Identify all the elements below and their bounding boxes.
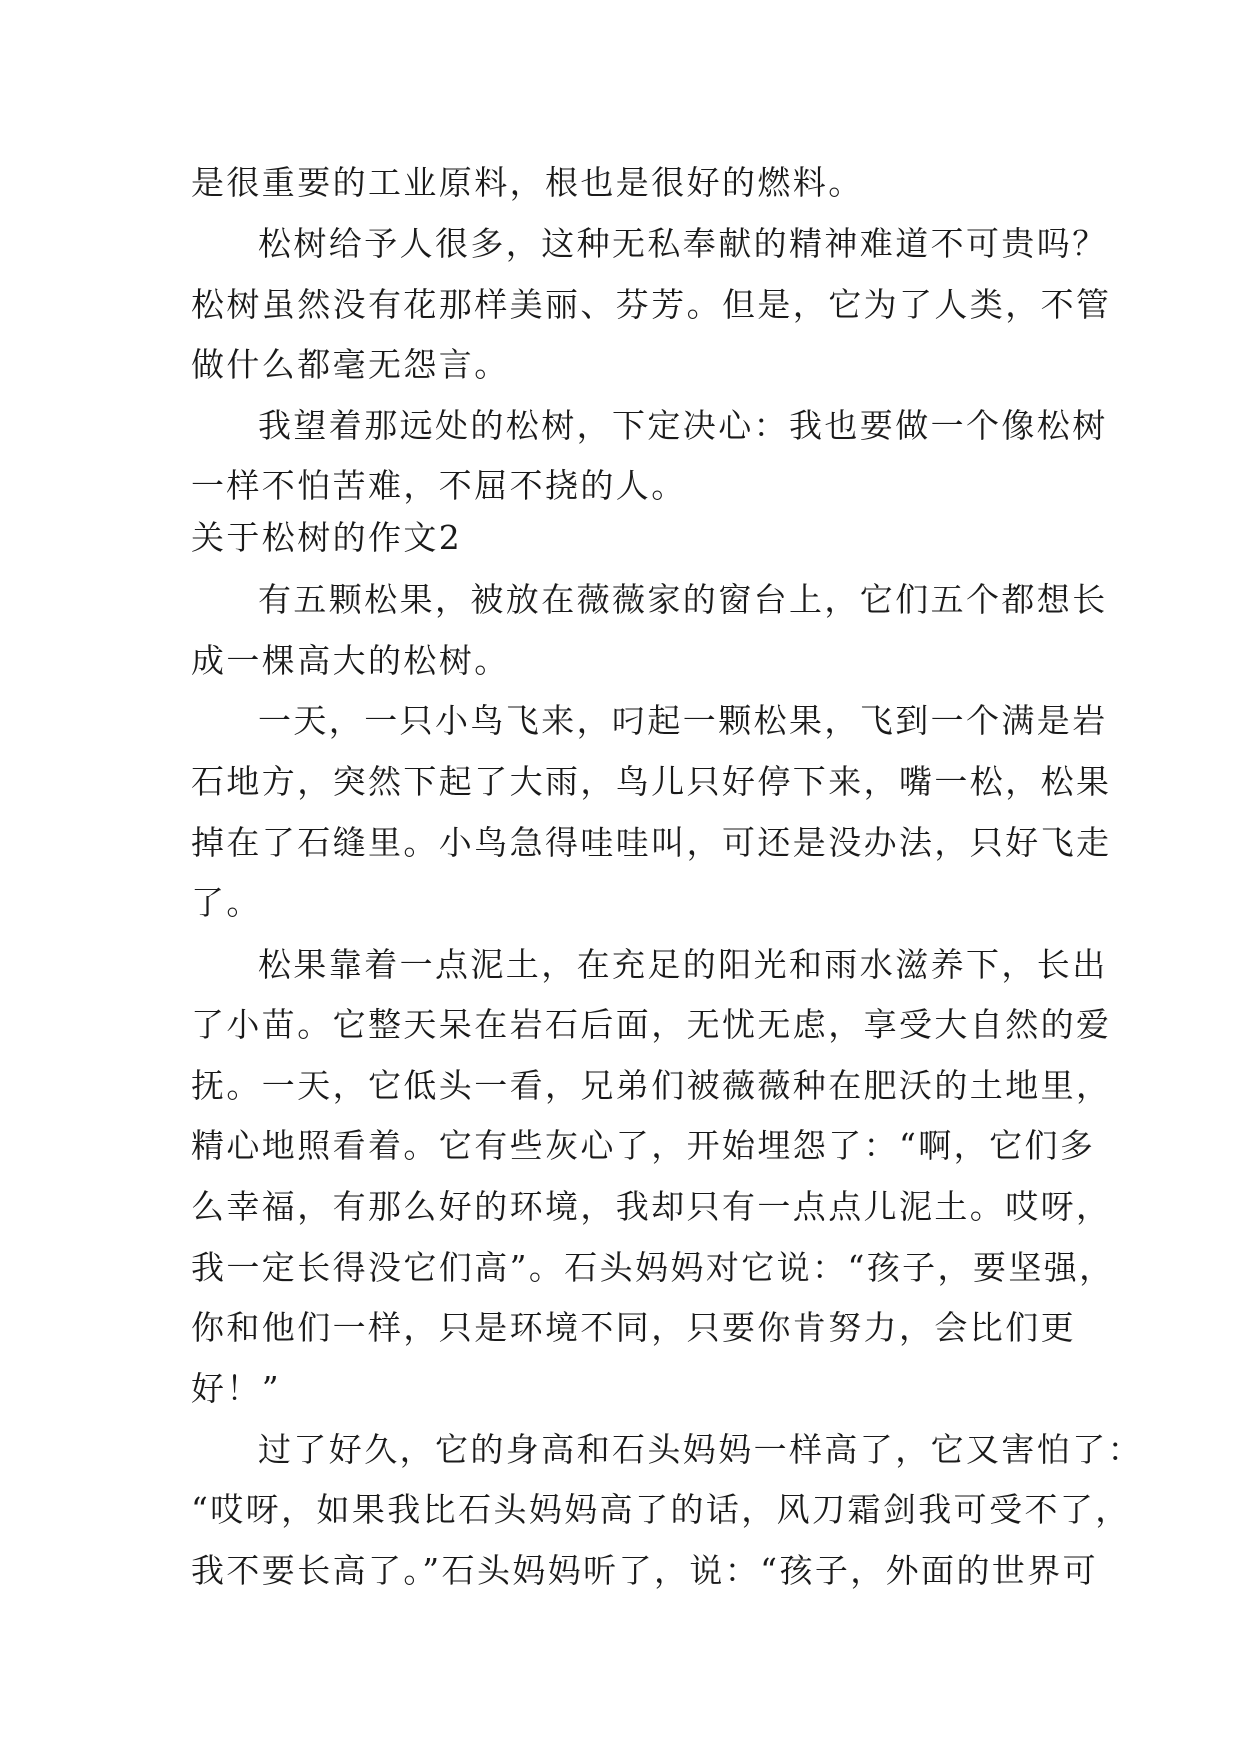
text-line: 松树虽然没有花那样美丽、芬芳。但是，它为了人类，不管 — [191, 285, 1112, 324]
text-line: 了小苗。它整天呆在岩石后面，无忧无虑，享受大自然的爱 — [191, 1005, 1112, 1044]
section-heading: 关于松树的作文2 — [191, 518, 463, 557]
text-line: 你和他们一样，只是环境不同，只要你肯努力，会比们更 — [191, 1308, 1076, 1347]
text-line: 石地方，突然下起了大雨，鸟儿只好停下来，嘴一松，松果 — [191, 762, 1112, 801]
text-line: 掉在了石缝里。小鸟急得哇哇叫，可还是没办法，只好飞走 — [191, 823, 1112, 862]
text-line: 是很重要的工业原料，根也是很好的燃料。 — [191, 163, 864, 202]
text-line: 抚。一天，它低头一看，兄弟们被薇薇种在肥沃的土地里， — [191, 1066, 1112, 1105]
text-line: 我一定长得没它们高”。石头妈妈对它说：“孩子，要坚强， — [191, 1248, 1115, 1287]
text-line: 我望着那远处的松树，下定决心：我也要做一个像松树 — [258, 406, 1108, 445]
text-line: 松树给予人很多，这种无私奉献的精神难道不可贵吗？ — [258, 224, 1108, 263]
text-line: 做什么都毫无怨言。 — [191, 345, 510, 384]
text-line: 好！” — [191, 1369, 282, 1408]
text-line: 了。 — [191, 883, 262, 922]
text-line: “哎呀，如果我比石头妈妈高了的话，风刀霜剑我可受不了， — [191, 1490, 1131, 1529]
text-line: 松果靠着一点泥土，在充足的阳光和雨水滋养下，长出 — [258, 945, 1108, 984]
text-line: 我不要长高了。”石头妈妈听了，说：“孩子，外面的世界可 — [191, 1551, 1099, 1590]
text-line: 过了好久，它的身高和石头妈妈一样高了，它又害怕了： — [258, 1430, 1143, 1469]
text-line: 精心地照看着。它有些灰心了，开始埋怨了：“啊，它们多 — [191, 1126, 1096, 1165]
text-line: 成一棵高大的松树。 — [191, 641, 510, 680]
text-line: 一天，一只小鸟飞来，叼起一颗松果，飞到一个满是岩 — [258, 701, 1108, 740]
text-line: 一样不怕苦难，不屈不挠的人。 — [191, 466, 687, 505]
text-line: 有五颗松果，被放在薇薇家的窗台上，它们五个都想长 — [258, 580, 1108, 619]
text-line: 么幸福，有那么好的环境，我却只有一点点儿泥土。哎呀， — [191, 1187, 1112, 1226]
